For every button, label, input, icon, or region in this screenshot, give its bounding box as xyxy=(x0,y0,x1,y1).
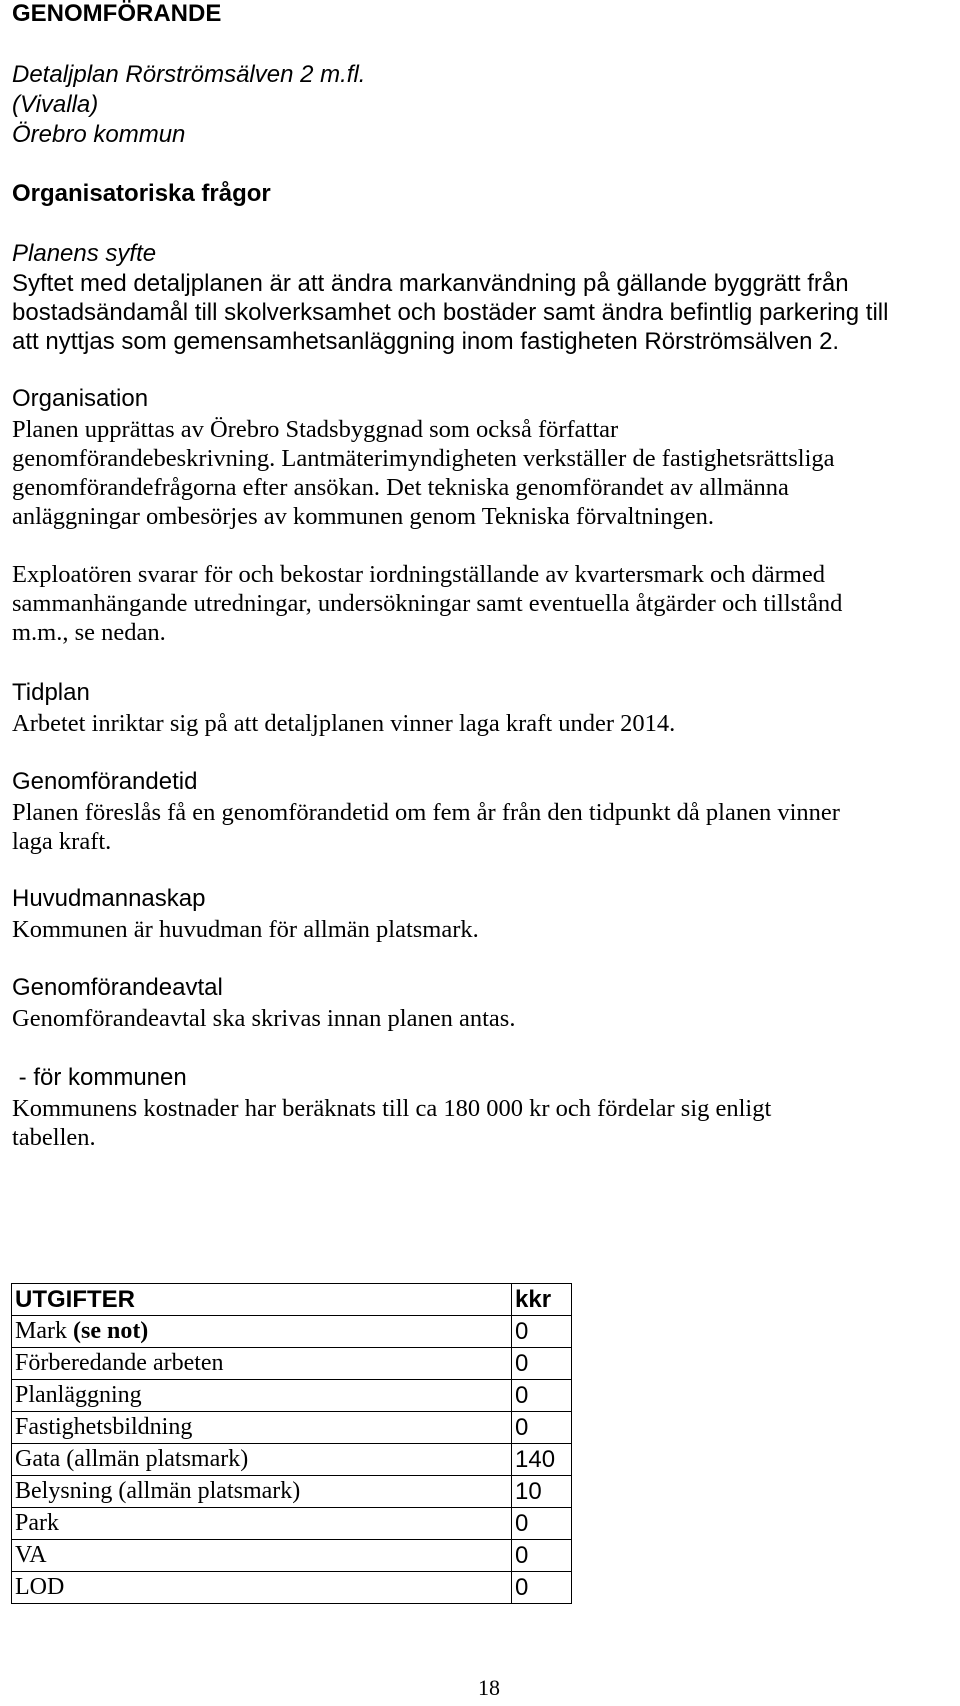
principal-text-line: Kommunen är huvudman för allmän platsmark. xyxy=(12,916,479,943)
cost-item-cell xyxy=(12,1412,512,1444)
cost-item-value: 0 xyxy=(512,1508,572,1540)
cost-item-value: 10 xyxy=(512,1476,572,1508)
plan-name: Detaljplan Rörströmsälven 2 m.fl. xyxy=(12,61,366,88)
cost-item-label: Gata (allmän platsmark) xyxy=(15,1446,249,1472)
purpose-text-line: att nyttjas som gemensamhetsanläggning inom fastigheten Rörströmsälven 2. xyxy=(12,328,840,355)
cost-item-value: 0 xyxy=(512,1316,572,1348)
cost-item-label: Fastighetsbildning xyxy=(15,1414,193,1440)
organisation-text-line: genomförandefrågorna efter ansökan. Det tekniska genomförandet av allmänna xyxy=(12,474,789,501)
org-questions-heading: Organisatoriska frågor xyxy=(12,180,271,207)
table-row xyxy=(12,1476,572,1508)
cost-item-cell xyxy=(12,1316,512,1348)
organisation-text-line: Planen upprättas av Örebro Stadsbyggnad som också författar xyxy=(12,416,619,443)
implementation-time-text-line: laga kraft. xyxy=(12,828,112,855)
organisation-heading: Organisation xyxy=(12,385,149,412)
cost-table-header-row xyxy=(12,1284,572,1316)
cost-item-cell xyxy=(12,1540,512,1572)
cost-item-value: 0 xyxy=(512,1380,572,1412)
purpose-text-line: Syftet med detaljplanen är att ändra markanvändning på gällande byggrätt från xyxy=(12,270,849,297)
cost-table-header-unit: kkr xyxy=(512,1284,572,1316)
section-title: GENOMFÖRANDE xyxy=(12,0,222,27)
plan-area: (Vivalla) xyxy=(12,91,99,118)
municipality-costs-text-line: tabellen. xyxy=(12,1124,96,1151)
cost-item-label: VA xyxy=(15,1542,47,1568)
cost-item-cell xyxy=(12,1380,512,1412)
implementation-time-text-line: Planen föreslås få en genomförandetid om fem år från den tidpunkt då planen vinner xyxy=(12,799,840,826)
exploit-text-line: Exploatören svarar för och bekostar iordningställande av kvartersmark och därmed xyxy=(12,561,825,588)
timeplan-heading: Tidplan xyxy=(12,679,90,706)
cost-table xyxy=(11,1283,572,1604)
cost-item-cell xyxy=(12,1348,512,1380)
cost-item-cell xyxy=(12,1572,512,1604)
cost-item-value: 140 xyxy=(512,1444,572,1476)
purpose-heading: Planens syfte xyxy=(12,240,157,267)
cost-item-label: Planläggning xyxy=(15,1382,142,1408)
cost-item-label: Mark xyxy=(15,1318,67,1344)
organisation-text-line: genomförandebeskrivning. Lantmäterimyndigheten verkställer de fastighetsrättsliga xyxy=(12,445,835,472)
table-row xyxy=(12,1348,572,1380)
agreement-heading: Genomförandeavtal xyxy=(12,974,223,1001)
cost-item-value: 0 xyxy=(512,1348,572,1380)
cost-item-label: Förberedande arbeten xyxy=(15,1350,224,1376)
cost-item-cell xyxy=(12,1508,512,1540)
cost-item-cell xyxy=(12,1476,512,1508)
cost-item-label: Belysning (allmän platsmark) xyxy=(15,1478,301,1504)
table-row xyxy=(12,1380,572,1412)
cost-item-cell xyxy=(12,1444,512,1476)
exploit-text-line: m.m., se nedan. xyxy=(12,619,166,646)
implementation-time-heading: Genomförandetid xyxy=(12,768,198,795)
table-row xyxy=(12,1316,572,1348)
agreement-text-line: Genomförandeavtal ska skrivas innan planen antas. xyxy=(12,1005,516,1032)
cost-item-value: 0 xyxy=(512,1540,572,1572)
cost-item-note: (se not) xyxy=(72,1318,149,1344)
purpose-text-line: bostadsändamål till skolverksamhet och bostäder samt ändra befintlig parkering till xyxy=(12,299,889,326)
table-row xyxy=(12,1572,572,1604)
exploit-text-line: sammanhängande utredningar, undersökningar samt eventuella åtgärder och tillstånd xyxy=(12,590,843,617)
municipality-costs-text-line: Kommunens kostnader har beräknats till ca 180 000 kr och fördelar sig enligt xyxy=(12,1095,772,1122)
table-row xyxy=(12,1412,572,1444)
cost-item-value: 0 xyxy=(512,1412,572,1444)
cost-item-label: Park xyxy=(15,1510,59,1536)
table-row xyxy=(12,1540,572,1572)
principal-heading: Huvudmannaskap xyxy=(12,885,206,912)
timeplan-text-line: Arbetet inriktar sig på att detaljplanen vinner laga kraft under 2014. xyxy=(12,710,676,737)
cost-table-header-item: UTGIFTER xyxy=(12,1284,512,1316)
page-number: 18 xyxy=(478,1675,500,1700)
cost-item-value: 0 xyxy=(512,1572,572,1604)
table-row xyxy=(12,1508,572,1540)
organisation-text-line: anläggningar ombesörjes av kommunen genom Tekniska förvaltningen. xyxy=(12,503,715,530)
cost-item-label: LOD xyxy=(15,1574,65,1600)
municipality-costs-heading: - för kommunen xyxy=(12,1064,187,1091)
table-row xyxy=(12,1444,572,1476)
municipality: Örebro kommun xyxy=(12,121,186,148)
